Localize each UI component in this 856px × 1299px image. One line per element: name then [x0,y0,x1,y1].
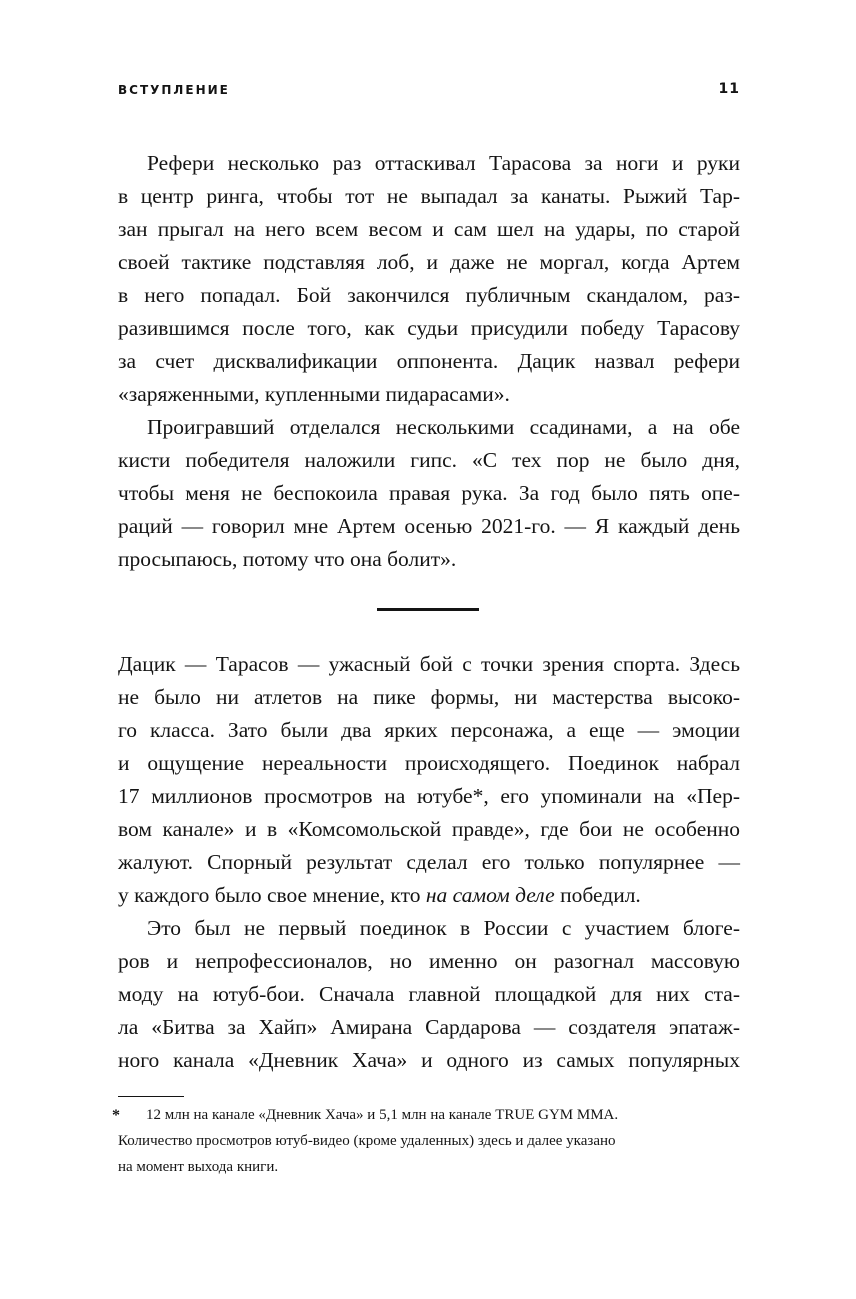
text-line: ного канала «Дневник Хача» и одного из самых популярных [118,1048,740,1072]
footnote-line: Количество просмотров ютуб-видео (кроме удаленных) здесь и далее указано [118,1133,616,1149]
text-line: Рефери несколько раз оттаскивал Тарасова за ноги и руки [147,151,740,175]
text-line: раций — говорил мне Артем осенью 2021-го. — Я каждый день [118,514,740,538]
text-line: в центр ринга, чтобы тот не выпадал за канаты. Рыжий Тар- [118,184,740,208]
text-run: победил. [554,883,641,907]
text-line: своей тактике подставляя лоб, и даже не моргал, когда Артем [118,250,740,274]
text-line: и ощущение нереальности происходящего. Поединок набрал [118,751,740,775]
text-line: 17 миллионов просмотров на ютубе*, его упоминали на «Пер- [118,784,740,808]
text-line: Проигравший отделался несколькими ссадинами, а на обе [147,415,740,439]
text-line: зан прыгал на него всем весом и сам шел на удары, по старой [118,217,740,241]
text-line: «заряженными, купленными пидарасами». [118,382,510,406]
text-line [118,880,740,910]
text-line: жалуют. Спорный результат сделал его только популярнее — [118,850,740,874]
page-header [118,83,740,103]
running-head: ВСТУПЛЕНИЕ [118,83,230,97]
footnote-marker: * [112,1107,120,1124]
text-line: ла «Битва за Хайп» Амирана Сардарова — создателя эпатаж- [118,1015,740,1039]
section-divider [377,608,479,611]
text-run: у каждого было свое мнение, кто [118,883,426,907]
page-number: 11 [718,81,740,97]
text-line: чтобы меня не беспокоила правая рука. За год было пять опе- [118,481,740,505]
text-line: моду на ютуб-бои. Сначала главной площадкой для них ста- [118,982,740,1006]
text-line: го класса. Зато были два ярких персонажа, а еще — эмоции [118,718,740,742]
text-line: Это был не первый поединок в России с участием блоге- [147,916,740,940]
footnote-line: на момент выхода книги. [118,1159,279,1175]
text-line: не было ни атлетов на пике формы, ни мастерства высоко- [118,685,740,709]
text-line: в него попадал. Бой закончился публичным скандалом, раз- [118,283,740,307]
text-line: Дацик — Тарасов — ужасный бой с точки зрения спорта. Здесь [118,652,740,676]
text-line: просыпаюсь, потому что она болит». [118,547,457,571]
footnote-line: 12 млн на канале «Дневник Хача» и 5,1 млн на канале TRUE GYM MMA. [146,1107,619,1123]
text-line: ров и непрофессионалов, но именно он разогнал массовую [118,949,740,973]
footnote-rule [118,1096,184,1097]
text-line: кисти победителя наложили гипс. «С тех пор не было дня, [118,448,740,472]
emphasis-text: на самом деле [425,883,555,907]
text-line: вом канале» и в «Комсомольской правде», где бои не особенно [118,817,740,841]
text-line: разившимся после того, как судьи присудили победу Тарасову [118,316,740,340]
text-line: за счет дисквалификации оппонента. Дацик назвал рефери [118,349,740,373]
